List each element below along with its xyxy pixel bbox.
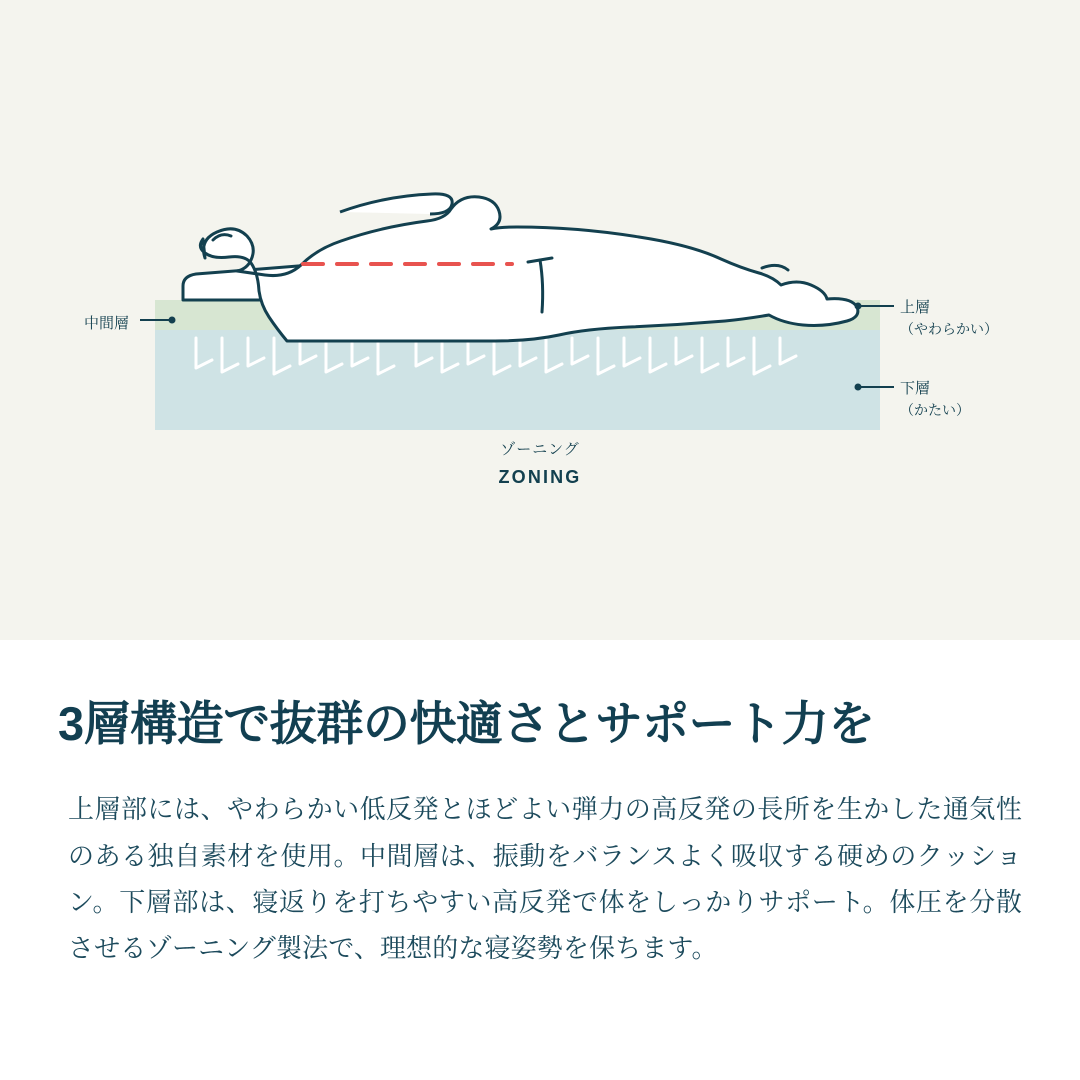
label-lower-layer-text: 下層 [900,380,931,397]
description-panel [0,640,1080,1080]
label-middle-layer-text: 中間層 [84,315,130,332]
zoning-caption [0,438,1080,488]
label-upper-layer-subtext: （やわらかい） [900,320,998,337]
label-lower-layer [900,378,970,420]
label-lower-layer-subtext: （かたい） [900,401,970,418]
description-paragraph: 上層部には、やわらかい低反発とほどよい弾力の高反発の長所を生かした通気性のある独自素材を使用。中間層は、振動をバランスよく吸収する硬めのクッション。下層部は、寝返りを打ちやすい高反発で体をしっかりサポート。体圧を分散させるゾーニング製法で、理想的な寝姿勢を保ちます。 [68,794,1022,964]
label-upper-layer-text: 上層 [900,299,931,316]
zoning-caption-kana: ゾーニング [500,441,580,458]
page-title: 3層構造で抜群の快適さとサポート力を [58,697,875,750]
label-middle-layer [84,313,129,335]
label-upper-layer [900,297,998,339]
zoning-caption-en: ZONING [498,467,582,487]
